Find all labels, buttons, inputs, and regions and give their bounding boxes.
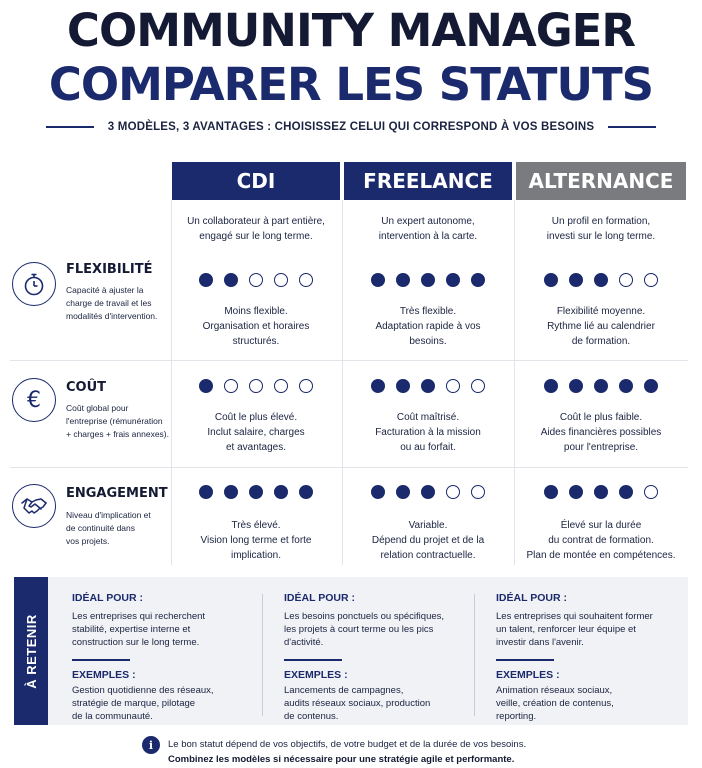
examples-label: EXEMPLES :: [284, 669, 348, 681]
ideal-line: stabilité, expertise interne et: [72, 624, 191, 635]
text-line: Très élevé.: [231, 520, 281, 531]
text-line: et avantages.: [225, 442, 287, 453]
rating-text: [344, 410, 512, 455]
rating-dot-filled: [569, 273, 583, 287]
text-line: de formation.: [571, 336, 631, 347]
text-line: Facturation à la mission: [375, 427, 481, 438]
rating-dot-filled: [199, 273, 213, 287]
text-line: Flexibilité moyenne.: [556, 306, 646, 317]
rating-dot-filled: [544, 273, 558, 287]
ideal-line: Les entreprises qui souhaitent former: [496, 611, 653, 622]
recap-col-cdi: [72, 592, 262, 723]
desc-line: charge de travail et les: [66, 298, 152, 308]
rating-dots: [172, 485, 340, 499]
intro-line: investi sur le long terme.: [546, 231, 656, 242]
recap-divider: [474, 594, 475, 716]
rating-dot-filled: [299, 485, 313, 499]
euro-icon: €: [12, 378, 56, 422]
text-line: Inclut salaire, charges: [207, 427, 305, 438]
recap-label-text: À RETENIR: [23, 613, 39, 689]
rating-dot-filled: [371, 485, 385, 499]
rating-dot-filled: [421, 273, 435, 287]
desc-line: Capacité à ajuster la: [66, 285, 144, 295]
text-line: Dépend du projet et de la: [371, 535, 485, 546]
intro-line: Un expert autonome,: [381, 216, 475, 227]
rating-dot-empty: [446, 485, 460, 499]
rating-dot-filled: [569, 485, 583, 499]
tagline-rule-right: [608, 126, 656, 128]
example-line: audits réseaux sociaux, production: [284, 698, 431, 709]
examples-label: EXEMPLES :: [496, 669, 560, 681]
ideal-label: IDÉAL POUR :: [72, 592, 143, 604]
rating-dot-empty: [471, 379, 485, 393]
rating-dot-filled: [644, 379, 658, 393]
rating-dot-filled: [446, 273, 460, 287]
intro-line: intervention à la carte.: [378, 231, 478, 242]
desc-line: Coût global pour: [66, 403, 129, 413]
rating-dots: [516, 273, 686, 287]
recap-divider: [262, 594, 263, 716]
rating-dot-filled: [274, 485, 288, 499]
rating-dot-filled: [619, 485, 633, 499]
stopwatch-icon: [12, 262, 56, 306]
example-line: reporting.: [496, 711, 537, 722]
rating-dot-filled: [569, 379, 583, 393]
rating-dot-filled: [471, 273, 485, 287]
ideal-label: IDÉAL POUR :: [496, 592, 567, 604]
rating-dot-empty: [644, 273, 658, 287]
rating-dots: [344, 485, 512, 499]
rating-dot-empty: [644, 485, 658, 499]
text-line: relation contractuelle.: [380, 550, 476, 561]
rating-dot-filled: [544, 485, 558, 499]
rating-dot-empty: [274, 379, 288, 393]
text-line: du contrat de formation.: [548, 535, 654, 546]
rating-dot-filled: [396, 273, 410, 287]
desc-line: modalités d'intervention.: [66, 311, 158, 321]
intro-line: Un collaborateur à part entière,: [187, 216, 325, 227]
rating-dots: [172, 273, 340, 287]
rating-dot-empty: [249, 273, 263, 287]
text-line: Plan de montée en compétences.: [526, 550, 676, 561]
examples-label: EXEMPLES :: [72, 669, 136, 681]
recap-rule: [72, 659, 130, 661]
rating-dots: [344, 273, 512, 287]
recap-rule: [284, 659, 342, 661]
rating-dot-filled: [224, 273, 238, 287]
criterion-title-cost: COÛT: [66, 380, 107, 395]
tagline-rule-left: [46, 126, 94, 128]
grid-line: [342, 200, 343, 565]
rating-dot-filled: [594, 485, 608, 499]
intro-freelance: [344, 214, 512, 246]
handshake-icon: [12, 484, 56, 528]
grid-line: [514, 200, 515, 565]
criterion-desc-cost: [66, 402, 170, 441]
intro-line: Un profil en formation,: [551, 216, 651, 227]
text-line: Coût le plus faible.: [559, 412, 643, 423]
rating-dot-filled: [371, 379, 385, 393]
criterion-desc-engagement: [66, 509, 170, 548]
text-line: Élevé sur la durée: [560, 520, 642, 531]
rating-dot-empty: [249, 379, 263, 393]
rating-dot-filled: [594, 379, 608, 393]
rating-dots: [516, 485, 686, 499]
text-line: pour l'entreprise.: [563, 442, 639, 453]
rating-text: [344, 518, 512, 563]
intro-line: engagé sur le long terme.: [199, 231, 313, 242]
ideal-line: un talent, renforcer leur équipe et: [496, 624, 636, 635]
text-line: Adaptation rapide à vos: [375, 321, 481, 332]
column-header-alternance: ALTERNANCE: [516, 162, 686, 200]
text-line: Vision long terme et forte: [200, 535, 312, 546]
example-line: Animation réseaux sociaux,: [496, 685, 613, 696]
example-line: Lancements de campagnes,: [284, 685, 404, 696]
rating-dots: [344, 379, 512, 393]
ideal-line: Les entreprises qui recherchent: [72, 611, 206, 622]
text-line: ou au forfait.: [400, 442, 456, 453]
recap-col-alternance: [496, 592, 686, 723]
criterion-title-engagement: ENGAGEMENT: [66, 486, 168, 501]
desc-line: l'entreprise (rémunération: [66, 416, 163, 426]
rating-dot-empty: [274, 273, 288, 287]
text-line: Très flexible.: [399, 306, 457, 317]
recap-col-freelance: [284, 592, 474, 723]
recap-rule: [496, 659, 554, 661]
desc-line: + charges + frais annexes).: [66, 429, 170, 439]
text-line: Moins flexible.: [224, 306, 288, 317]
tagline: [60, 121, 642, 133]
rating-text: [516, 304, 686, 349]
text-line: besoins.: [409, 336, 447, 347]
ideal-line: les projets à court terme ou les pics: [284, 624, 434, 635]
rating-dot-filled: [421, 379, 435, 393]
rating-dot-empty: [619, 273, 633, 287]
ideal-line: investir dans l'avenir.: [496, 637, 584, 648]
row-divider: [10, 467, 688, 468]
rating-text: [516, 410, 686, 455]
ideal-line: Les besoins ponctuels ou spécifiques,: [284, 611, 445, 622]
rating-dot-filled: [224, 485, 238, 499]
text-line: Organisation et horaires: [202, 321, 310, 332]
rating-dot-empty: [299, 379, 313, 393]
main-subtitle-title: COMPARER LES STATUTS: [48, 58, 654, 111]
text-line: Coût le plus élevé.: [214, 412, 298, 423]
desc-line: de continuité dans: [66, 523, 135, 533]
example-line: stratégie de marque, pilotage: [72, 698, 196, 709]
footer-note: Le bon statut dépend de vos objectifs, de votre budget et de la durée de vos besoins.: [168, 739, 527, 750]
rating-dot-empty: [471, 485, 485, 499]
rating-dot-filled: [371, 273, 385, 287]
rating-dot-filled: [199, 485, 213, 499]
rating-dot-filled: [619, 379, 633, 393]
rating-dots: [516, 379, 686, 393]
example-line: de contenus.: [284, 711, 339, 722]
column-header-freelance: FREELANCE: [344, 162, 512, 200]
example-line: Gestion quotidienne des réseaux,: [72, 685, 214, 696]
rating-text: [344, 304, 512, 349]
ideal-line: construction sur le long terme.: [72, 637, 200, 648]
example-line: veille, création de contenus,: [496, 698, 614, 709]
rating-dot-filled: [396, 379, 410, 393]
rating-dot-empty: [224, 379, 238, 393]
text-line: Variable.: [408, 520, 448, 531]
text-line: structurés.: [232, 336, 280, 347]
text-line: Rythme lié au calendrier: [547, 321, 655, 332]
text-line: implication.: [230, 550, 282, 561]
desc-line: vos projets.: [66, 536, 110, 546]
rating-text: [172, 410, 340, 455]
rating-dot-filled: [396, 485, 410, 499]
recap-side-label: [14, 577, 48, 725]
intro-cdi: [172, 214, 340, 246]
rating-dot-filled: [249, 485, 263, 499]
criterion-title-flexibility: FLEXIBILITÉ: [66, 262, 153, 277]
rating-dot-filled: [421, 485, 435, 499]
text-line: Aides financières possibles: [540, 427, 662, 438]
tagline-text: 3 MODÈLES, 3 AVANTAGES : CHOISISSEZ CELUI QUI CORRESPOND À VOS BESOINS: [107, 121, 595, 133]
footer-advice: Combinez les modèles si nécessaire pour une stratégie agile et performante.: [168, 754, 515, 765]
rating-text: [172, 304, 340, 349]
row-divider: [10, 360, 688, 361]
column-header-cdi: CDI: [172, 162, 340, 200]
ideal-label: IDÉAL POUR :: [284, 592, 355, 604]
desc-line: Niveau d'implication et: [66, 510, 151, 520]
rating-dot-filled: [544, 379, 558, 393]
example-line: de la communauté.: [72, 711, 153, 722]
info-icon: i: [142, 736, 160, 754]
intro-alternance: [516, 214, 686, 246]
criterion-desc-flexibility: [66, 284, 170, 323]
rating-dot-filled: [199, 379, 213, 393]
text-line: Coût maîtrisé.: [396, 412, 460, 423]
rating-text: [516, 518, 686, 563]
rating-dots: [172, 379, 340, 393]
ideal-line: d'activité.: [284, 637, 324, 648]
main-title: COMMUNITY MANAGER: [66, 4, 636, 57]
rating-dot-filled: [594, 273, 608, 287]
rating-text: [172, 518, 340, 563]
rating-dot-empty: [299, 273, 313, 287]
rating-dot-empty: [446, 379, 460, 393]
